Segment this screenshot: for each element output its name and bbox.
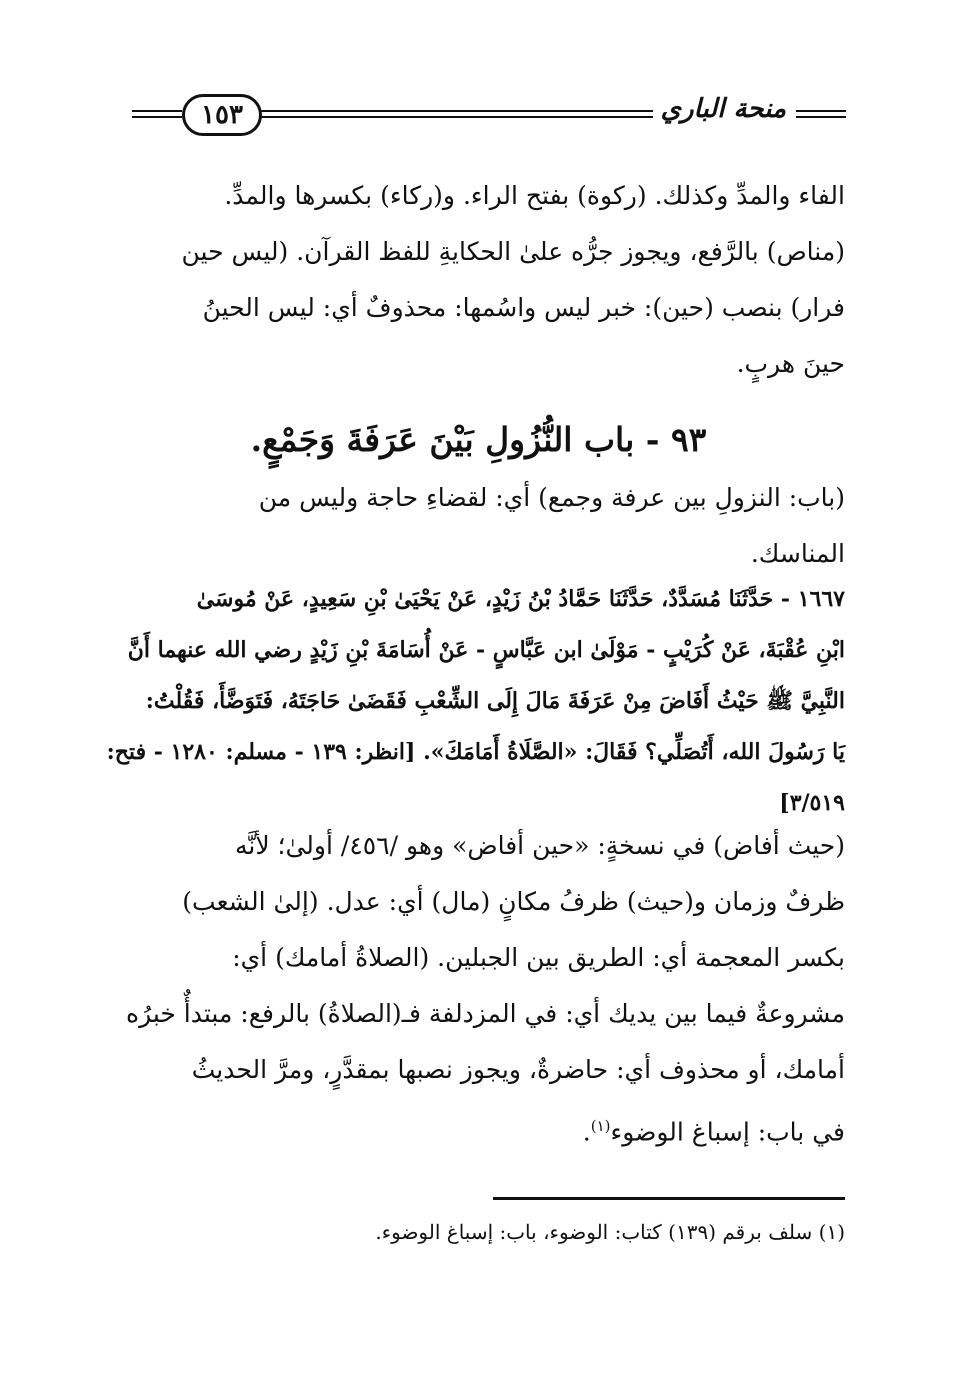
text-line: فرار) بنصب (حين): خبر ليس واسُمها: محذوفٌ أي: ليس الحينُ [202, 293, 845, 322]
final-period: . [582, 1117, 591, 1147]
commentary-paragraph-1 [135, 168, 845, 392]
hadith-line: ١٦٦٧ - حَدَّثَنَا مُسَدَّدٌ، حَدَّثَنَا حَمَّادُ بْنُ زَيْدٍ، عَنْ يَحْيَىٰ بْنِ سَعِيدٍ، عَنْ مُوسَىٰ [196, 586, 845, 612]
text-line: (حيث أفاض) في نسخةٍ: «حين أفاض» وهو /٤٥٦/ أولىٰ؛ لأنَّه [234, 831, 845, 860]
page-header [132, 88, 846, 138]
header-rule-right [796, 110, 846, 118]
text-line-content: في باب: إسباغ الوضوء [610, 1117, 845, 1147]
header-rule-left [132, 110, 182, 118]
text-line [135, 1098, 845, 1160]
chapter-heading: ٩٣ - باب النُّزُولِ بَيْنَ عَرَفَةَ وَجَمْعٍ. [250, 420, 707, 459]
text-line: (مناص) بالرَّفع، ويجوز جرُّه علىٰ الحكايةِ للفظ القرآن. (ليس حين [181, 237, 845, 266]
footnote: (١) سلف برقم (١٣٩) كتاب: الوضوء، باب: إسباغ الوضوء. [375, 1220, 845, 1244]
page-number [182, 94, 262, 136]
commentary-paragraph-3 [125, 818, 845, 1160]
hadith-line: ٣/٥١٩] [779, 790, 845, 816]
commentary-paragraph-2 [135, 470, 845, 582]
text-line: بكسر المعجمة أي: الطريق بين الجبلين. (الصلاةُ أمامك) أي: [232, 943, 845, 972]
page-number-text: ١٥٣ [201, 100, 243, 130]
footnote-separator [493, 1197, 845, 1200]
hadith-line: يَا رَسُولَ الله، أَتُصَلِّي؟ فَقَالَ: «الصَّلَاةُ أَمَامَكَ». [انظر: ١٣٩ - مسلم: ١٢٨٠ - فتح: [106, 739, 845, 765]
text-line: (باب: النزولِ بين عرفة وجمع) أي: لقضاءِ حاجة وليس من [258, 483, 845, 512]
hadith-line: ابْنِ عُقْبَةَ، عَنْ كُرَيْبٍ - مَوْلَىٰ ابن عَبَّاسٍ - عَنْ أُسَامَةَ بْنِ زَيْدٍ رضي الله عنهما أَنَّ [127, 637, 845, 663]
text-line: مشروعةٌ فيما بين يديك أي: في المزدلفة فـ(الصلاةُ) بالرفع: مبتدأٌ خبرُه [125, 999, 845, 1028]
book-title: منحة الباري [653, 94, 794, 124]
hadith-text [106, 574, 845, 829]
text-line: المناسك. [750, 539, 845, 568]
hadith-line: النَّبِيَّ ﷺ حَيْثُ أَفَاضَ مِنْ عَرَفَةَ مَالَ إِلَى الشِّعْبِ فَقَضَىٰ حَاجَتَهُ، فَتَوَضَّأَ، فَقُلْتُ: [145, 688, 845, 714]
text-line: ظرفٌ وزمان و(حيث) ظرفُ مكانٍ (مال) أي: عدل. (إلىٰ الشعب) [182, 887, 845, 916]
text-line: الفاء والمدِّ وكذلك. (ركوة) بفتح الراء. و(ركاء) بكسرها والمدِّ. [224, 181, 845, 210]
footnote-marker: (١) [590, 1117, 611, 1135]
text-line: أمامك، أو محذوف أي: حاضرةٌ، ويجوز نصبها بمقدَّرٍ، ومرَّ الحديثُ [191, 1055, 845, 1084]
text-line: حينَ هربٍ. [736, 349, 845, 378]
